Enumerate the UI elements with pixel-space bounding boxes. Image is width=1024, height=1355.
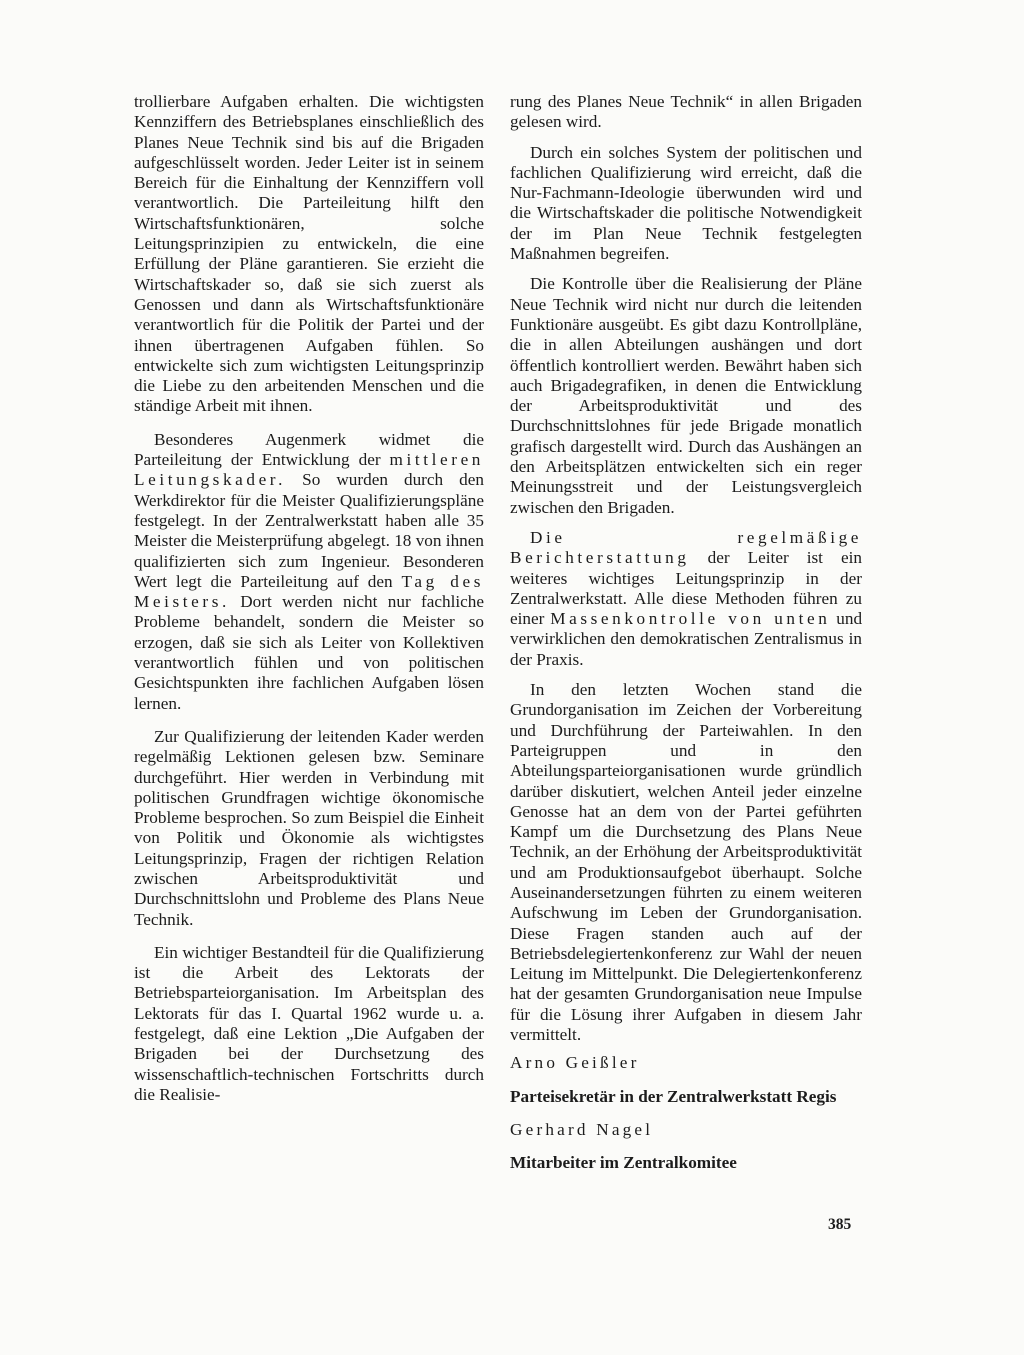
emphasized-text: Massenkontrolle von unten	[550, 609, 831, 629]
text-run: So wurden durch den Werkdirektor für die Meister Qualifizierungspläne festgelegt. In der Zentralwerkstatt haben alle 35 Meister die Meisterprüfung abgelegt. 18 von ihnen qualifizierten sich zum Ingenieur. Besonderen Wert legt die Parteileitung auf den	[134, 470, 485, 591]
paragraph	[510, 528, 862, 670]
paragraph: Ein wichtiger Bestandteil für die Qualifizierung ist die Arbeit des Lektorats der Betriebsparteiorganisation. Im Arbeitsplan des Lektorats für das I. Quartal 1962 wurde u. a. festgelegt, daß eine Lektion „Die Aufgaben der Brigaden bei der Durchsetzung des wissenschaftlich-technischen Fortschritts durch die Realisie-	[134, 942, 484, 1104]
paragraph: rung des Planes Neue Technik“ in allen Brigaden gelesen wird.	[510, 92, 862, 132]
text-run: Dort werden nicht nur fachliche Probleme behandelt, sondern die Meister so erzogen, daß sie sich als Leiter von Kollektiven verantwortlich fühlen und von politischen Gesichtspunkten ihre fachlichen Aufgaben lösen lernen.	[134, 592, 485, 713]
page-number: 385	[828, 1216, 852, 1233]
text-run: Besonderes Augenmerk widmet die Parteileitung der Entwicklung der	[134, 429, 484, 470]
author-name: Arno Geißler	[510, 1053, 640, 1073]
paragraph	[134, 430, 484, 714]
text-run: und verwirklichen den demokratischen Zentralismus in der Praxis.	[510, 609, 863, 669]
right-column	[510, 92, 862, 1187]
paragraph: Zur Qualifizierung der leitenden Kader werden regelmäßig Lektionen gelesen bzw. Seminare durchgeführt. Hier werden in Verbindung mit politischen Grundfragen wichtige ökonomische Probleme besprochen. So zum Beispiel die Einheit von Politik und Ökonomie als wichtigstes Leitungsprinzip, Fragen der richtigen Relation zwischen Arbeitsproduktivität und Durchschnittslohn und Probleme des Plans Neue Technik.	[134, 726, 484, 929]
left-column	[134, 92, 484, 1118]
paragraph: Durch ein solches System der politischen und fachlichen Qualifizierung wird erreicht, daß die Nur-Fachmann-Ideologie überwunden wird und die Wirtschaftskader die politische Notwendigkeit der im Plan Neue Technik festgelegten Maßnahmen begreifen.	[510, 142, 862, 264]
signature-block	[510, 1053, 862, 1173]
paragraph: In den letzten Wochen stand die Grundorganisation im Zeichen der Vorbereitung und Durchführung der Parteiwahlen. In den Parteigruppen und in den Abteilungsparteiorganisationen wurde gründlich darüber diskutiert, welchen Anteil jeder einzelne Genosse hat an dem von der Partei geführten Kampf um die Durchsetzung des Plans Neue Technik, an der Erhöhung der Arbeitsproduktivität und am Produktionsaufgebot überhaupt. Solche Auseinandersetzungen führten zu einem weiteren Aufschwung im Leben der Grundorganisation. Diese Fragen standen auch auf der Betriebsdelegiertenkonferenz zur Wahl der neuen Leitung im Mittelpunkt. Die Delegiertenkonferenz hat der gesamten Grundorganisation neue Impulse für die Lösung ihrer Aufgaben in diesem Jahr vermittelt.	[510, 680, 862, 1045]
emphasized-text: Die regelmäßige Berichterstattung	[510, 527, 862, 568]
emphasized-text: Tag des Meisters.	[134, 571, 484, 612]
author-name: Gerhard Nagel	[510, 1119, 654, 1139]
author-role: Mitarbeiter im Zentralkomitee	[510, 1153, 737, 1173]
paragraph: trollierbare Aufgaben erhalten. Die wichtigsten Kennziffern des Betriebsplanes einschließlich des Planes Neue Technik sind bis auf die Brigaden aufgeschlüsselt worden. Jeder Leiter ist in seinem Bereich für die Einhaltung der Kennziffern voll verantwortlich. Die Parteileitung hilft den Wirtschaftsfunktionären, solche Leitungsprinzipien zu entwickeln, die eine Erfüllung der Pläne garantieren. Sie erzieht die Wirtschaftskader so, daß sie sich zuerst als Genossen und dann als Wirtschaftsfunktionäre verantwortlich für die Politik der Partei und der ihnen übertragenen Aufgaben fühlen. So entwickelte sich zum wichtigsten Leitungsprinzip die Liebe zu den arbeitenden Menschen und die ständige Arbeit mit ihnen.	[134, 92, 484, 416]
author-role: Parteisekretär in der Zentralwerkstatt Regis	[510, 1086, 837, 1106]
text-run: der Leiter ist ein weiteres wichtiges Leitungsprinzip in der Zentralwerkstatt. Alle diese Methoden führen zu einer	[510, 548, 863, 629]
paragraph: Die Kontrolle über die Realisierung der Pläne Neue Technik wird nicht nur durch die leitenden Funktionäre ausgeübt. Es gibt dazu Kontrollpläne, die in allen Abteilungen aushängen und dort öffentlich kontrolliert werden. Bewährt haben sich auch Brigadegrafiken, in denen die Entwicklung der Arbeitsproduktivität und des Durchschnittslohnes für jede Brigade monatlich grafisch dargestellt wird. Durch das Aushängen an den Arbeitsplätzen entwickelten sich ein reger Meinungsstreit und der Leistungsvergleich zwischen den Brigaden.	[510, 274, 862, 517]
emphasized-text: mittleren Leitungskader.	[134, 450, 484, 490]
